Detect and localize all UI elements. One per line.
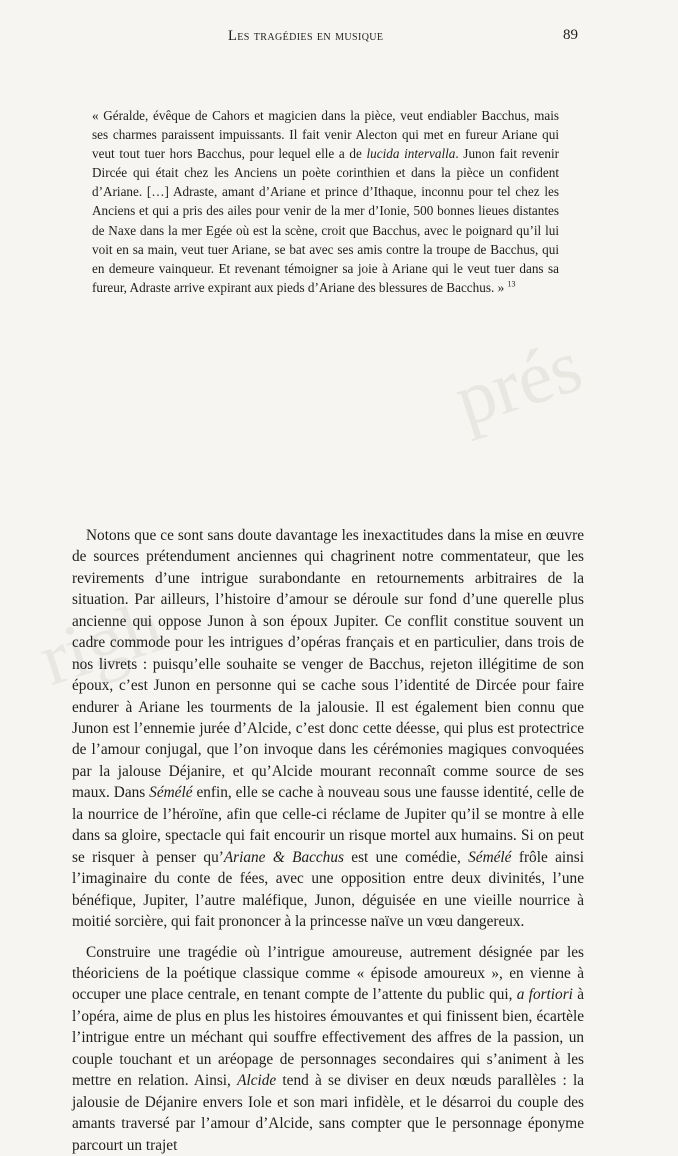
watermark-text: righ	[29, 584, 173, 702]
watermark-text: prés	[444, 323, 592, 443]
page-number: 89	[563, 27, 578, 43]
quote-paragraph: « Géralde, évêque de Cahors et magicien dans la pièce, veut endiabler Bacchus, mais ses charmes paraissent impuissants. Il fait venir Alecton qui met en fureur Ariane qui veut tout tuer hors Bacchus, pour lequel elle a de lucida intervalla. Junon fait revenir Dircée qui était chez les Anciens un poète corinthien et dans la pièce un confident d’Ariane. […] Adraste, amant d’Ariane et prince d’Ithaque, inconnu pour tel chez les Anciens et qui a pris des ailes pour venir de la mer d’Ionie, 500 bonnes lieues distantes de Naxe dans la mer Egée où est la scène, croit que Bacchus, avec le poignard qu’il lui voit en sa main, veut tuer Ariane, se bat avec ses amis contre la troupe de Bacchus, qui en demeure vainqueur. Et revenant témoigner sa joie à Ariane qui le veut tuer dans sa fureur, Adraste arrive expirant aux pieds d’Ariane des blessures de Bacchus. » $^{13}$	[92, 108, 559, 295]
main-text	[72, 525, 584, 1156]
block-quote	[92, 106, 559, 297]
page-header	[0, 28, 678, 50]
footnote-reference: 13	[507, 279, 516, 289]
body-paragraph: Construire une tragédie où l’intrigue amoureuse, autrement désignée par les théoriciens de la poétique classique comme « épisode amoureux », en vienne à occuper une place centrale, en tenant compte de l’attente du public qui, a fortiori à l’opéra, aime de plus en plus les histoires émouvantes et qui finissent bien, écartèle l’intrigue entre un méchant qui souffre effectivement des affres de la passion, un couple touchant et un aréopage de personnages secondaires qui s’animent à les mettre en relation. Ainsi, Alcide tend à se diviser en deux nœuds parallèles : la jalousie de Déjanire envers Iole et son mari infidèle, et le désarroi du couple des amants traversé par l’amour d’Alcide, sans compter que le personnage éponyme parcourt un trajet	[72, 943, 585, 1154]
body-paragraph: Notons que ce sont sans doute davantage les inexactitudes dans la mise en œuvre de sources prétendument anciennes qui chagrinent notre commentateur, que les revirements d’une intrigue surabondante en retournements arbitraires de la situation. Par ailleurs, l’histoire d’amour se déroule sur fond d’une querelle plus ancienne qui oppose Junon à son époux Jupiter. Ce conflit constitue souvent un cadre commode pour les intrigues d’opéras français et en particulier, dans trois de nos livrets : puisqu’elle souhaite se venger de Bacchus, rejeton illégitime de son époux, c’est Junon en personne qui se cache sous l’identité de Dircée pour faire endurer à Ariane les tourments de la jalousie. Il est également bien connu que Junon est l’ennemie jurée d’Alcide, c’est donc cette déesse, qui plus est protectrice de l’amour conjugal, que l’on invoque dans les cérémonies magiques convoquées par la jalouse Déjanire, et qu’Alcide mourant reconnaît comme source de ses maux. Dans Sémélé enfin, elle se cache à nouveau sous une fausse identité, celle de la nourrice de l’héroïne, afin que celle-ci réclame de Jupiter qu’il se montre à elle dans sa gloire, spectacle qui fait encourir un risque mortel aux humains. Si on peut se risquer à penser qu’Ariane & Bacchus est une comédie, Sémélé frôle ainsi l’imaginaire du conte de fées, avec une opposition entre deux divinités, l’une bénéfique, Jupiter, l’autre maléfique, Junon, déguisée en une vieille nourrice à moitié sorcière, qui fait prononcer à la princesse naïve un vœu dangereux.	[72, 526, 584, 931]
running-title: Les tragédies en musique	[228, 28, 384, 44]
